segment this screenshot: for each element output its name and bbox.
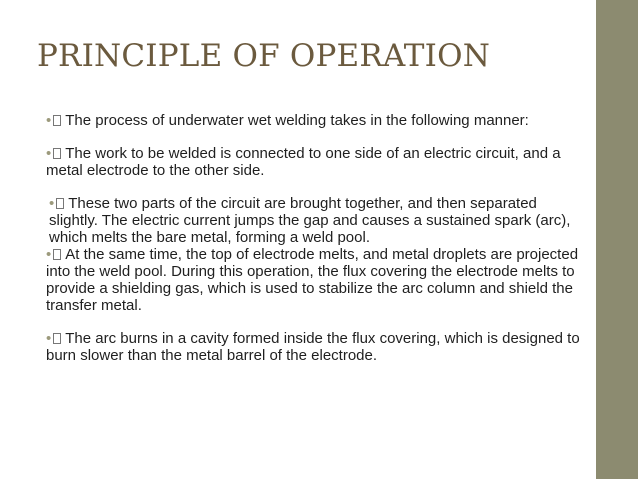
list-item bbox=[46, 112, 586, 129]
bullet-marker: • bbox=[46, 112, 52, 129]
bullet-marker: • bbox=[49, 195, 55, 212]
accent-sidebar bbox=[596, 0, 638, 479]
slide-title: PRINCIPLE OF OPERATION bbox=[37, 38, 491, 74]
missing-glyph-icon bbox=[53, 115, 61, 126]
bullet-list bbox=[46, 112, 586, 364]
missing-glyph-icon bbox=[53, 148, 61, 159]
list-item bbox=[46, 330, 586, 364]
bullet-marker: • bbox=[46, 145, 52, 162]
bullet-marker: • bbox=[46, 330, 52, 347]
missing-glyph-icon bbox=[56, 198, 64, 209]
bullet-text: The work to be welded is connected to one side of an electric circuit, and a metal electrode to the other side. bbox=[46, 145, 561, 179]
missing-glyph-icon bbox=[53, 333, 61, 344]
bullet-text: The process of underwater wet welding takes in the following manner: bbox=[65, 112, 529, 129]
bullet-marker: • bbox=[46, 246, 52, 263]
list-item bbox=[46, 145, 586, 179]
list-item bbox=[46, 195, 586, 246]
bullet-text: At the same time, the top of electrode melts, and metal droplets are projected into the weld pool. During this operation, the flux covering the electrode melts to provide a shielding gas, which is used to stabilize the arc column and shield the transfer metal. bbox=[46, 246, 579, 314]
missing-glyph-icon bbox=[53, 249, 61, 260]
bullet-text: The arc burns in a cavity formed inside the flux covering, which is designed to burn slower than the metal barrel of the electrode. bbox=[46, 330, 580, 364]
list-item bbox=[46, 246, 586, 314]
bullet-text: These two parts of the circuit are brought together, and then separated slightly. The electric current jumps the gap and causes a sustained spark (arc), which melts the bare metal, forming a weld pool. bbox=[49, 195, 571, 246]
